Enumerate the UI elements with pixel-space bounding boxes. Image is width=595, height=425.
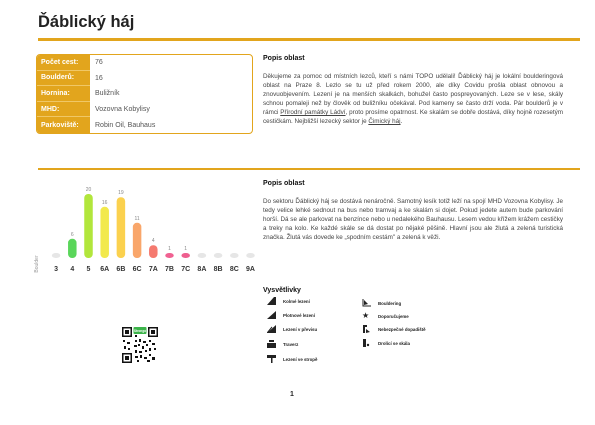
text-fragment: . [400,118,403,126]
legend-label: Drolící se skála [378,340,410,346]
chart-bar [198,253,207,258]
section-text-description [263,72,563,127]
section-title-access: Popis oblast [263,180,305,187]
legend-label: Plotnové lezení [283,312,315,318]
info-value: 16 [95,74,103,82]
chart-tick-label: 7A [148,266,158,273]
chart-data-label: 16 [101,199,108,206]
link-natural-monument[interactable]: Přírodní památky Ládví [280,109,346,117]
page-number: 1 [290,391,294,398]
info-value: Robin Oil, Bauhaus [95,121,156,129]
chart-data-label: 19 [118,190,124,197]
chart-bar [117,197,126,258]
chart-tick-label: 6B [116,266,126,273]
qr-code[interactable] [121,326,159,364]
legend-item-roof [267,355,317,363]
chart-data-label: 1 [184,246,188,252]
legend-item-overhang [267,325,317,333]
chart-data-label: 4 [151,238,155,245]
legend-item-recommended [362,312,409,320]
chart-tick-label: 7C [181,266,191,273]
legend-item-danger-landing [362,325,426,333]
info-value: Buližník [95,90,120,98]
info-value: 76 [95,59,103,67]
chart-tick-label: 6C [132,266,142,273]
info-key: MHD: [37,102,90,118]
chart-bar [246,253,255,258]
chart-bar [52,253,61,258]
info-value: Vozovna Kobylisy [95,106,150,114]
crumbling-rock-icon [362,339,371,347]
traverse-icon [267,340,276,348]
chart-tick-label: 9A [246,266,255,273]
legend-label: Doporučujeme [378,313,409,319]
chart-ylabel: Boulder [34,255,40,273]
info-row-boulders [37,71,252,87]
chart-tick-label: 8B [213,266,223,273]
legend-label: Kolmé lezení [283,298,310,304]
qr-badge-label: Strongo [133,328,147,333]
overhang-icon [267,325,276,333]
chart-tick-label: 6A [100,266,110,273]
chart-bar [68,239,77,258]
chart-tick-label: 3 [54,266,59,273]
info-row-parking [37,117,252,133]
bouldering-icon [362,299,371,307]
legend-item-traverse [267,340,298,348]
info-key: Parkoviště: [37,117,90,133]
chart-tick-label: 5 [86,266,91,273]
text-fragment: , proto prosíme opatrnost. Ke skalám se dobře dostává, díky hojně rozesetým cestičkám. Nejbližší lezecký sektor je [263,109,563,126]
chart-bar [149,245,158,258]
legend-item-slab [267,311,315,319]
chart-data-label: 20 [85,187,92,193]
page-title: Ďáblický háj [38,13,135,31]
chart-bar [214,253,223,258]
section-text-access: Do sektoru Ďáblický háj se dostává nenáročně. Samotný lesík totiž leží na spojí MHD Vozovna Kobylisy. Je tedy velice lehké sednout na bus nebo tramvaj a ke skalám si dojet. Pokud jedete autem bude parkování horší. Dá se ale parkovat na benzínce nebo u nedalekého Bauhausu. Lesem vedou křížem krážem cestičky a treky na kolo. Ke každé skále se dá dostat po nějaké pěšině. Hlavní jsou ale žlutá a zelená turistická značka. Žlutá vás dovede ke „spodním cestám" a zelená k věži. [263,198,563,242]
chart-data-label: 1 [168,246,171,252]
chart-bar [100,207,109,258]
legend-item-crumbling [362,339,410,347]
chart-tick-label: 7B [165,266,174,273]
section-title-description: Popis oblast [263,55,305,62]
chart-data-label: 11 [134,215,140,222]
chart-bar [230,253,239,258]
info-row-routes [37,55,252,71]
info-key: Boulderů: [37,71,90,87]
chart-bar [165,253,174,258]
star-icon: ★ [362,311,370,320]
legend-title: Vysvětlivky [263,287,301,294]
link-cimicky-haj[interactable]: Čimický háj [368,118,401,126]
info-key: Počet cest: [37,55,90,71]
info-row-transit [37,102,252,118]
legend-label: Lezení v převisu [283,326,318,332]
legend-label: Bouldering [378,300,402,306]
chart-tick-label: 8C [229,266,239,273]
chart-tick-label: 8A [197,266,207,273]
legend-item-vertical [267,297,310,305]
vertical-icon [267,297,276,305]
legend-item-bouldering [362,299,401,307]
legend-label: Traverz [283,341,299,347]
slab-icon [267,311,276,319]
grade-distribution-chart [30,180,255,280]
chart-bar [133,223,142,258]
roof-icon [267,355,276,363]
info-table [36,54,253,134]
info-row-rock [37,86,252,102]
legend-label: Lezení ve stropě [283,356,318,362]
text-fragment: Děkujeme za pomoc od místních lezců, kteří s námi TOPO udělali! Ďáblický háj je lokální boulderingová oblast na Praze 8. Lezlo se tu už před rokem 2000, ale díky Covidu prošla oblast obnovou a znovuobjevením. Lezení je na menších skalkách, bohužel často pospreyovaných. Leze se v lese, skály schnou pomaleji než by člověk od buližníku očekával. Pod kameny se často drží voda. Pár boulderů je v rámci [263,73,563,117]
danger-landing-icon [362,325,371,333]
legend-label: Nebezpečné dopadiště [378,326,426,332]
chart-bar [181,253,190,258]
chart-tick-label: 4 [70,266,75,273]
chart-bar [84,194,93,258]
info-key: Hornina: [37,86,90,102]
section-divider [38,168,580,170]
title-underline [38,38,580,41]
chart-data-label: 6 [70,231,74,238]
